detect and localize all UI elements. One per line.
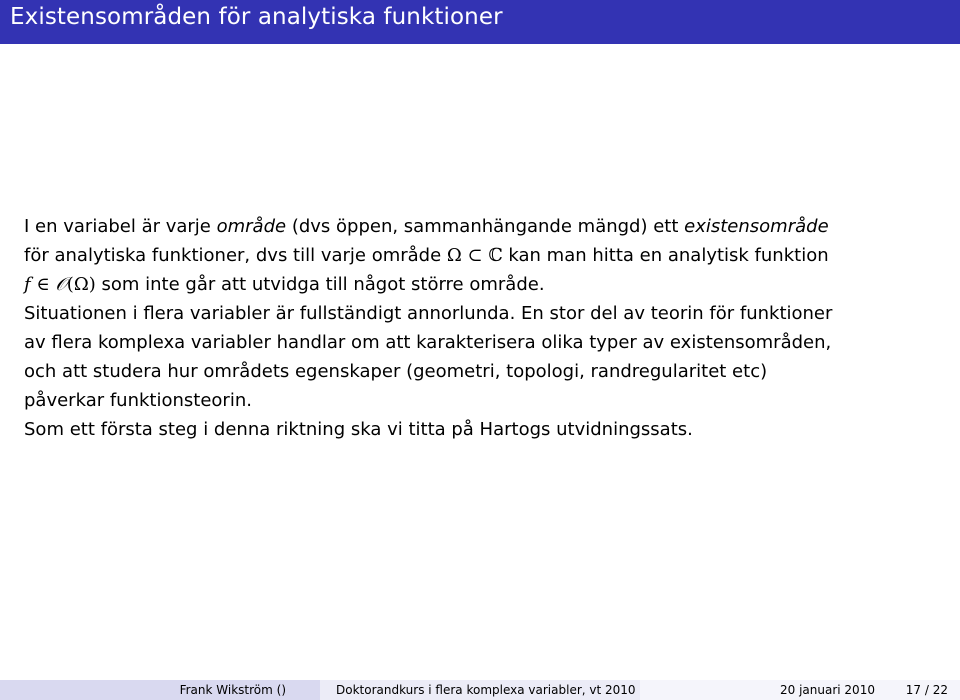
footer-date-section [640,680,960,700]
text-span: för analytiska funktioner, dvs till varje område [24,245,447,266]
footer-author-section [0,680,320,700]
emphasis-existensomrade: existensområde [684,216,829,237]
body-line-3 [24,270,944,299]
footer-bar [0,680,960,700]
text-span: som inte går att utvidga till något större område. [95,274,545,295]
math-f: f [24,274,31,295]
footer-course-section [320,680,640,700]
title-bar [0,0,960,44]
slide-title: Existensområden för analytiska funktioner [10,4,503,30]
footer-page-number: 17 / 22 [905,683,948,697]
body-line-1 [24,212,944,241]
slide-body [24,212,944,444]
footer-author: Frank Wikström () [179,683,286,697]
footer-course: Doktorandkurs i flera komplexa variabler, vt 2010 [336,683,636,697]
math-omega-subset-c: Ω ⊂ ℂ [446,245,503,266]
body-line-8: Som ett första steg i denna riktning ska vi titta på Hartogs utvidningssats. [24,419,693,440]
math-script-o: 𝒪 [55,274,67,295]
body-line-5: av flera komplexa variabler handlar om att karakterisera olika typer av existensområden, [24,332,832,353]
body-line-4: Situationen i flera variabler är fullständigt annorlunda. En stor del av teorin för funktioner [24,303,833,324]
text-span: kan man hitta en analytisk funktion [502,245,829,266]
text-span: I en variabel är varje [24,216,217,237]
footer-date: 20 januari 2010 [780,683,875,697]
math-omega-arg: (Ω) [66,274,96,295]
math-element-of: ∈ [30,274,56,295]
body-line-7: påverkar funktionsteorin. [24,390,252,411]
emphasis-omrade: område [216,216,287,237]
body-line-6: och att studera hur områdets egenskaper (geometri, topologi, randregularitet etc) [24,361,768,382]
text-span: (dvs öppen, sammanhängande mängd) ett [286,216,685,237]
body-line-2 [24,241,944,270]
